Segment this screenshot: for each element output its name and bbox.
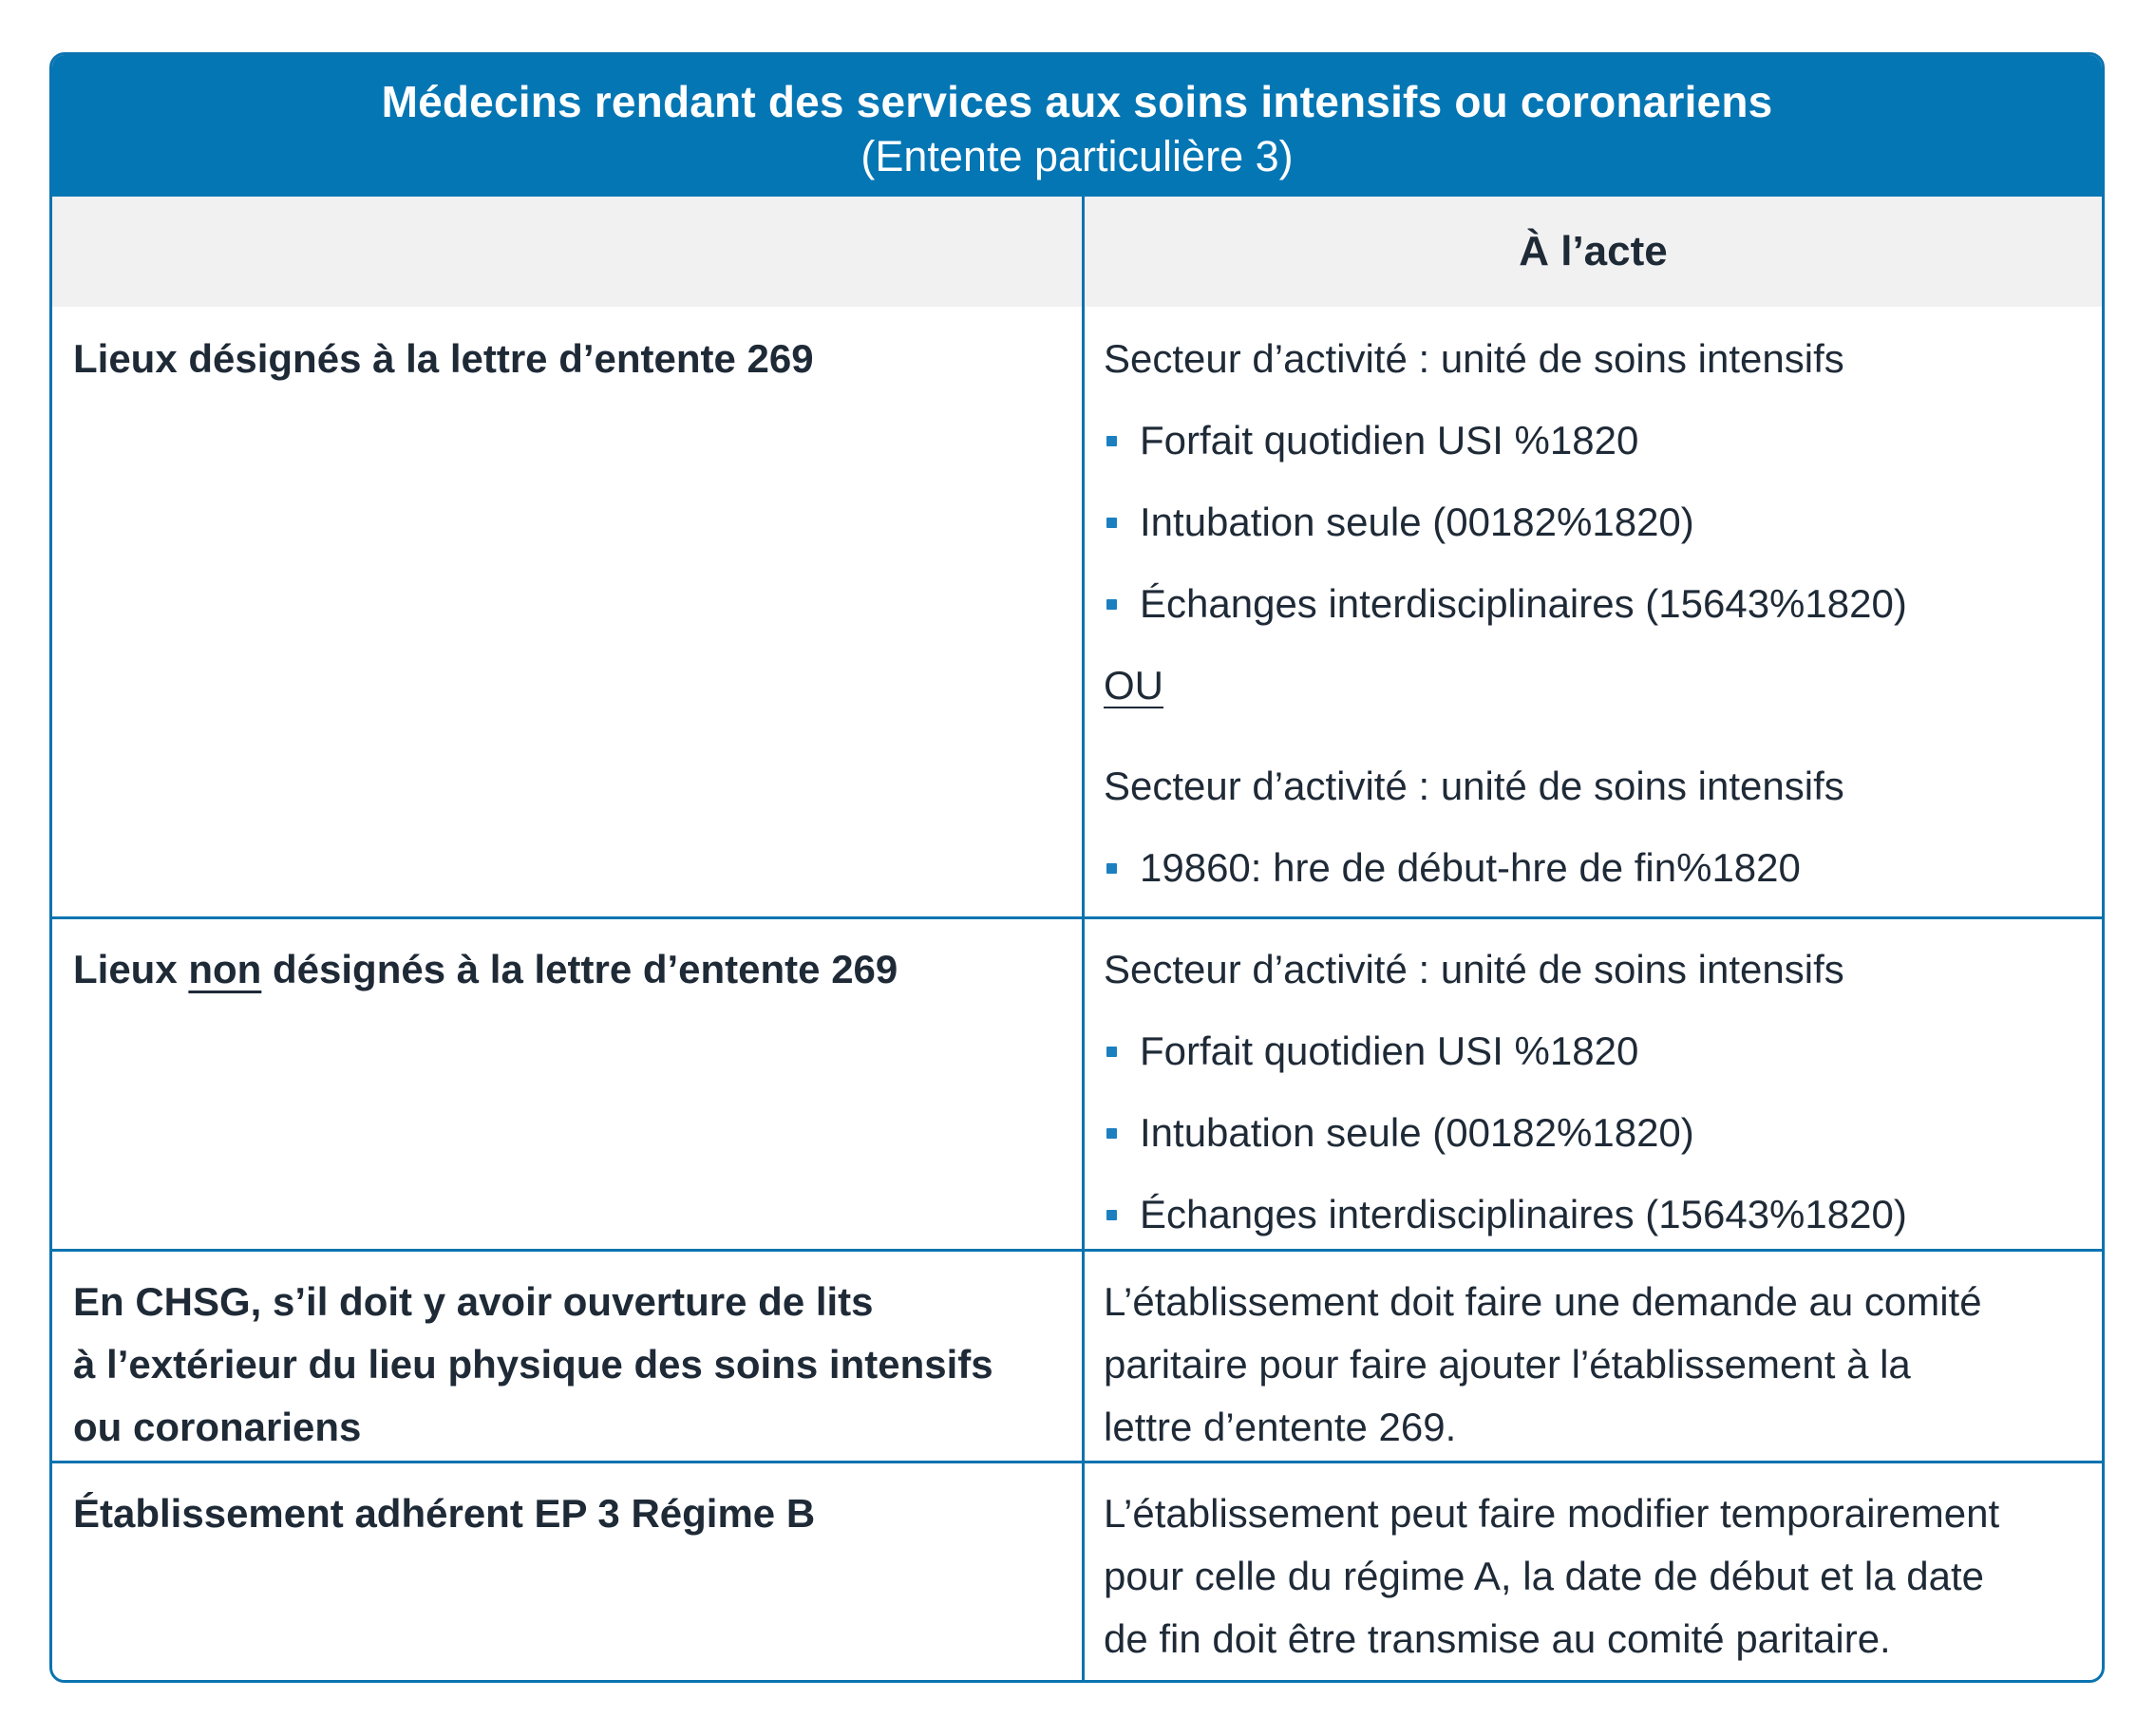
sector-text: Secteur d’activité : unité de soins intensifs (1104, 764, 1844, 808)
bullet-icon (1106, 599, 1117, 610)
bullet-icon (1106, 436, 1117, 446)
row-4-content: L’établissement peut faire modifier temporairement pour celle du régime A, la date de début et la date de fin doit être transmise au comité paritaire. (1104, 1491, 2000, 1661)
sector-text: Secteur d’activité : unité de soins intensifs (1104, 336, 1844, 381)
list-item: Échanges interdisciplinaires (15643%1820) (1104, 1183, 2091, 1265)
column-header-row (52, 197, 2102, 307)
row-1-content (1104, 328, 2091, 918)
bullet-icon (1106, 1210, 1117, 1220)
list-item: 19860: hre de début-hre de fin%1820 (1104, 837, 2091, 918)
list-item: Intubation seule (00182%1820) (1104, 1102, 2091, 1183)
table-title-banner (52, 55, 2102, 197)
bullet-icon (1106, 1128, 1117, 1139)
row-4-label: Établissement adhérent EP 3 Régime B (73, 1491, 816, 1536)
list-item: Intubation seule (00182%1820) (1104, 491, 2091, 573)
row-3-content: L’établissement doit faire une demande au comité paritaire pour faire ajouter l’établissement à la lettre d’entente 269. (1104, 1279, 1982, 1449)
table-subtitle: (Entente particulière 3) (860, 132, 1294, 180)
row-3-label: En CHSG, s’il doit y avoir ouverture de lits à l’extérieur du lieu physique des soins intensifs ou coronariens (73, 1279, 993, 1449)
table-title: Médecins rendant des services aux soins intensifs ou coronariens (381, 77, 1773, 126)
row-divider (52, 1461, 2102, 1463)
table-card (49, 52, 2105, 1683)
column-header-a-l-acte: À l’acte (1519, 228, 1668, 274)
sector-text: Secteur d’activité : unité de soins intensifs (1104, 947, 1844, 991)
or-separator: OU (1104, 663, 1163, 708)
list-item: Échanges interdisciplinaires (15643%1820) (1104, 573, 2091, 654)
list-item: Forfait quotidien USI %1820 (1104, 1020, 2091, 1102)
bullet-icon (1106, 1047, 1117, 1057)
row-2-label: Lieux non désignés à la lettre d’entente 269 (73, 947, 898, 991)
row-1-label: Lieux désignés à la lettre d’entente 269 (73, 336, 814, 381)
bullet-icon (1106, 863, 1117, 874)
bullet-icon (1106, 518, 1117, 528)
list-item: Forfait quotidien USI %1820 (1104, 409, 2091, 491)
row-2-content (1104, 938, 2091, 1265)
